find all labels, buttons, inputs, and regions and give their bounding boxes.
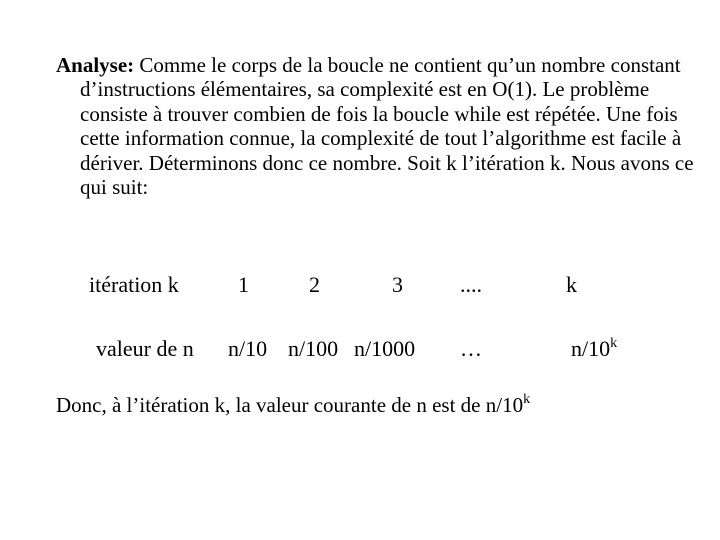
value-cell-5-exponent: k [610, 336, 618, 351]
value-cell-1: n/10 [228, 336, 268, 361]
table-row-iteration [0, 272, 720, 300]
iteration-cell-3: 3 [392, 272, 403, 297]
value-header: valeur de n [96, 336, 194, 361]
conclusion-exponent: k [523, 392, 531, 407]
value-cell-4: … [460, 336, 482, 361]
analysis-label: Analyse: [56, 53, 135, 77]
iteration-cell-1: 1 [238, 272, 249, 297]
analysis-text: Comme le corps de la boucle ne contient qu’un nombre constant d’instructions élémentaires, sa complexité est en O(1). Le problème consiste à trouver combien de fois la boucle while est répétée. Une fois cette information connue, la complexité de tout l’algorithme est facile à dériver. Déterminons donc ce nombre. Soit k l’itération k. Nous avons ce qui suit: [80, 53, 694, 200]
value-cell-3: n/1000 [354, 336, 416, 361]
iteration-header: itération k [89, 272, 179, 297]
value-cell-5 [571, 336, 617, 362]
conclusion-sentence [56, 393, 530, 418]
iteration-cell-4: .... [460, 272, 482, 297]
value-cell-5-base: n/10 [571, 336, 611, 361]
value-cell-2: n/100 [288, 336, 339, 361]
analysis-paragraph [56, 53, 700, 199]
iteration-cell-2: 2 [309, 272, 320, 297]
table-row-value [0, 336, 720, 364]
iteration-cell-5: k [566, 272, 577, 297]
conclusion-text: Donc, à l’itération k, la valeur courante de n est de n/10 [56, 393, 524, 417]
